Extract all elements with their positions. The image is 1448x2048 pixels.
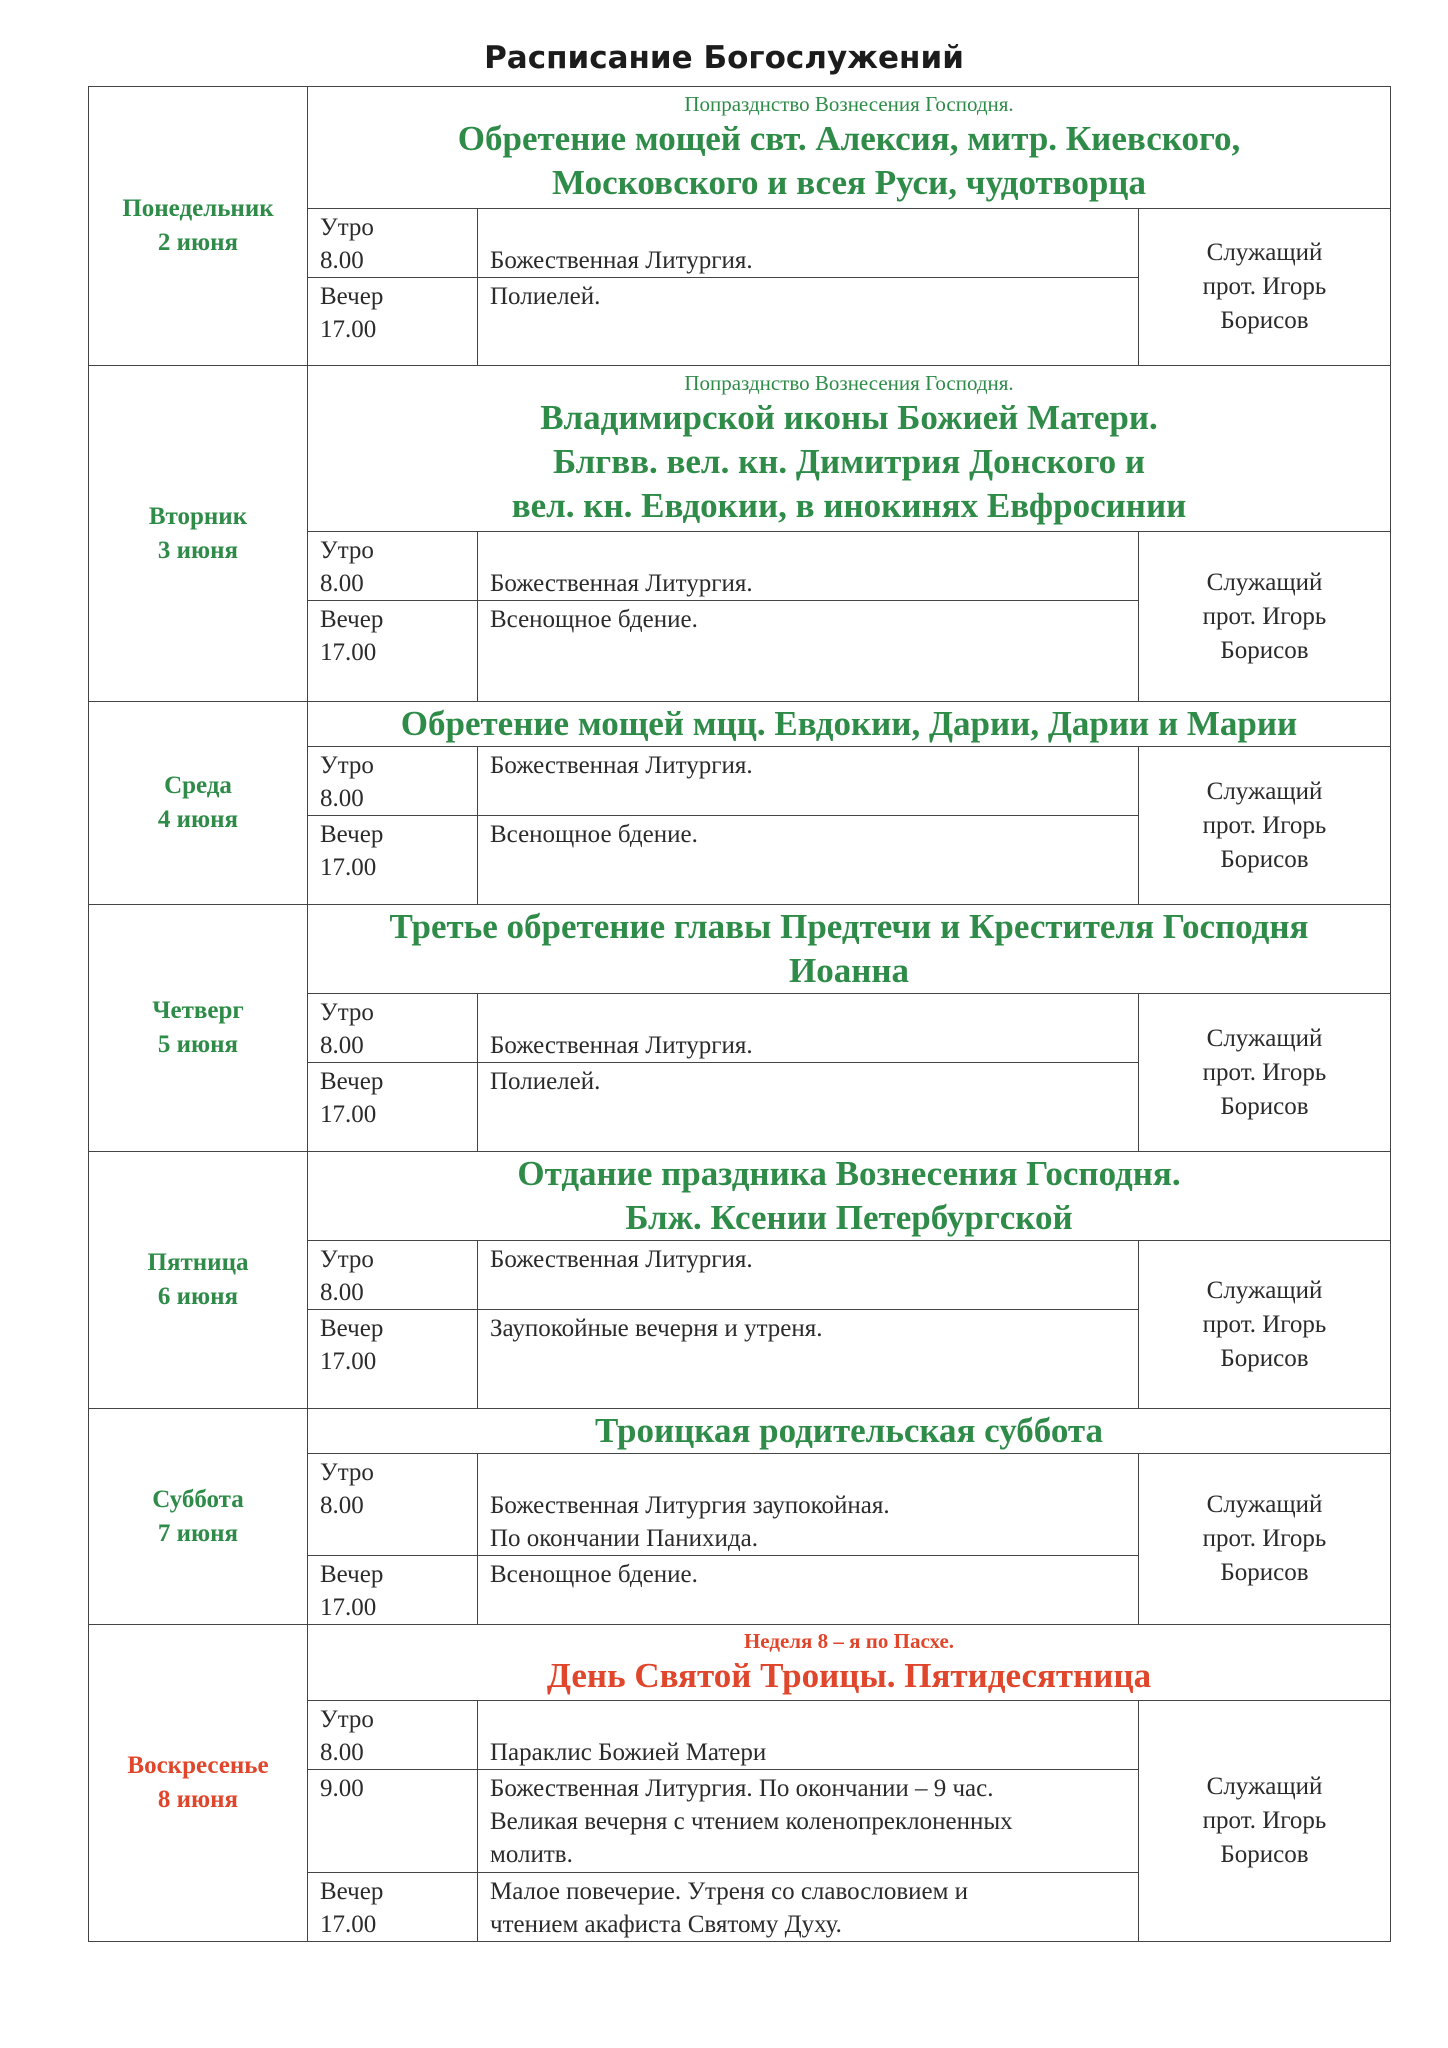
day-cell xyxy=(89,1625,308,1942)
time-cell xyxy=(308,994,478,1063)
feast-cell xyxy=(308,1152,1391,1241)
time-cell xyxy=(308,1454,478,1556)
time-cell xyxy=(308,1873,478,1942)
time-label: Утро xyxy=(320,752,374,779)
day-cell xyxy=(89,1152,308,1409)
day-date: 6 июня xyxy=(157,1283,239,1310)
clergy-line: Борисов xyxy=(1220,1092,1309,1120)
feast-title-line: Отдание праздника Вознесения Господня. xyxy=(517,1154,1181,1193)
service-line: Божественная Литургия. xyxy=(490,570,753,597)
day-name: Понедельник xyxy=(122,195,274,222)
time-value: 17.00 xyxy=(320,316,377,343)
time-cell xyxy=(308,1241,478,1310)
time-value: 17.00 xyxy=(320,1911,377,1938)
time-value: 8.00 xyxy=(320,1279,364,1306)
clergy-line: прот. Игорь xyxy=(1202,273,1327,300)
day-block-tuesday xyxy=(89,366,1391,532)
time-label: Утро xyxy=(320,999,374,1026)
day-cell xyxy=(89,905,308,1152)
feast-cell xyxy=(308,702,1391,747)
day-name: Воскресенье xyxy=(127,1752,269,1779)
service-line: Божественная Литургия. xyxy=(490,752,753,779)
service-cell xyxy=(478,1454,1139,1556)
service-line: Полиелей. xyxy=(490,1068,601,1095)
time-value: 8.00 xyxy=(320,1492,364,1519)
time-cell xyxy=(308,1556,478,1625)
clergy-cell xyxy=(1139,1701,1391,1942)
day-date: 7 июня xyxy=(157,1519,239,1547)
clergy-line: Служащий xyxy=(1206,777,1323,805)
day-name: Пятница xyxy=(147,1249,249,1276)
service-cell xyxy=(478,994,1139,1063)
time-cell xyxy=(308,1063,478,1152)
time-cell xyxy=(308,532,478,601)
feast-title-line: Блж. Ксении Петербургской xyxy=(625,1198,1073,1237)
schedule-table xyxy=(88,86,1391,1942)
feast-title-line: Владимирской иконы Божией Матери. xyxy=(540,397,1158,437)
service-line: Божественная Литургия. xyxy=(490,1246,753,1273)
clergy-line: Борисов xyxy=(1220,1559,1309,1586)
clergy-cell xyxy=(1139,1454,1391,1625)
clergy-line: прот. Игорь xyxy=(1202,1525,1327,1552)
time-value: 17.00 xyxy=(320,854,377,881)
time-cell xyxy=(308,278,478,366)
time-label: Вечер xyxy=(320,821,384,848)
time-value: 8.00 xyxy=(320,785,364,812)
clergy-cell xyxy=(1139,747,1391,905)
clergy-line: Служащий xyxy=(1206,1024,1323,1052)
clergy-line: прот. Игорь xyxy=(1202,1807,1327,1834)
time-value: 8.00 xyxy=(320,570,364,597)
day-date: 2 июня xyxy=(157,229,239,256)
clergy-line: Служащий xyxy=(1206,1276,1323,1304)
clergy-line: прот. Игорь xyxy=(1202,602,1327,630)
service-cell xyxy=(478,209,1139,278)
clergy-line: Борисов xyxy=(1220,1841,1309,1868)
clergy-line: прот. Игорь xyxy=(1202,1058,1327,1086)
service-cell xyxy=(478,1701,1139,1770)
time-label: Утро xyxy=(320,1459,374,1486)
feast-title-line: День Святой Троицы. Пятидесятница xyxy=(546,1655,1152,1695)
service-line: Всенощное бдение. xyxy=(490,821,698,848)
service-cell xyxy=(478,1310,1139,1409)
feast-subtitle: Неделя 8 – я по Пасхе. xyxy=(743,1628,955,1653)
service-line: Заупокойные вечерня и утреня. xyxy=(490,1315,823,1342)
service-cell xyxy=(478,1770,1139,1873)
time-value: 8.00 xyxy=(320,1739,364,1766)
service-line: Божественная Литургия. xyxy=(490,247,753,274)
service-cell xyxy=(478,1241,1139,1310)
service-line: Божественная Литургия заупокойная. xyxy=(490,1492,890,1519)
time-value: 17.00 xyxy=(320,639,377,666)
day-date: 4 июня xyxy=(157,806,239,833)
service-line: Божественная Литургия. xyxy=(490,1032,753,1059)
service-line: Параклис Божией Матери xyxy=(490,1739,767,1766)
time-value: 8.00 xyxy=(320,247,364,274)
clergy-line: Борисов xyxy=(1220,307,1309,334)
time-label: Вечер xyxy=(320,606,384,633)
service-line xyxy=(490,534,1128,567)
day-block-thursday xyxy=(89,905,1391,994)
service-cell xyxy=(478,1063,1139,1152)
service-cell xyxy=(478,1556,1139,1625)
time-label: Утро xyxy=(320,1246,374,1273)
clergy-line: Борисов xyxy=(1220,845,1309,873)
service-line: По окончании Панихида. xyxy=(490,1525,758,1552)
feast-cell xyxy=(308,1409,1391,1454)
time-value: 17.00 xyxy=(320,1101,377,1128)
clergy-cell xyxy=(1139,532,1391,702)
feast-title-line: Третье обретение главы Предтечи и Крестителя Господня xyxy=(389,907,1309,946)
service-line: Всенощное бдение. xyxy=(490,606,698,633)
time-cell xyxy=(308,1770,478,1873)
service-line: Божественная Литургия. По окончании – 9 час. xyxy=(490,1775,994,1802)
time-cell xyxy=(308,1701,478,1770)
feast-subtitle: Попразднство Вознесения Господня. xyxy=(684,91,1014,116)
time-value: 8.00 xyxy=(320,1032,364,1059)
day-cell xyxy=(89,702,308,905)
day-cell xyxy=(89,1409,308,1625)
time-label: Утро xyxy=(320,537,374,564)
day-cell xyxy=(89,87,308,366)
service-cell xyxy=(478,601,1139,702)
clergy-line: прот. Игорь xyxy=(1202,1310,1327,1338)
service-line: Полиелей. xyxy=(490,283,601,310)
clergy-cell xyxy=(1139,994,1391,1152)
day-date: 3 июня xyxy=(157,536,239,564)
day-date: 5 июня xyxy=(157,1031,239,1058)
clergy-line: Служащий xyxy=(1206,1773,1323,1800)
feast-cell xyxy=(308,366,1391,532)
time-label: Утро xyxy=(320,214,374,241)
time-cell xyxy=(308,209,478,278)
day-name: Суббота xyxy=(152,1485,244,1513)
service-cell xyxy=(478,816,1139,905)
feast-title-line: Обретение мощей свт. Алексия, митр. Киевского, xyxy=(457,118,1241,158)
service-line xyxy=(490,996,1128,1029)
service-line: молитв. xyxy=(490,1841,573,1868)
time-cell xyxy=(308,1310,478,1409)
day-date: 8 июня xyxy=(157,1786,239,1813)
day-block-saturday xyxy=(89,1409,1391,1454)
feast-title-line: Иоанна xyxy=(788,951,910,990)
time-label: Вечер xyxy=(320,283,384,310)
time-label: Вечер xyxy=(320,1068,384,1095)
time-cell xyxy=(308,816,478,905)
day-name: Вторник xyxy=(148,502,248,530)
time-cell xyxy=(308,747,478,816)
clergy-line: Борисов xyxy=(1220,1344,1309,1372)
service-line: чтением акафиста Святому Духу. xyxy=(490,1911,842,1938)
feast-title-line: Обретение мощей мцц. Евдокии, Дарии, Дарии и Марии xyxy=(400,704,1298,743)
day-block-friday xyxy=(89,1152,1391,1241)
service-cell xyxy=(478,278,1139,366)
service-line: Великая вечерня с чтением коленопреклоненных xyxy=(490,1808,1013,1835)
day-block-sunday xyxy=(89,1625,1391,1701)
service-cell xyxy=(478,747,1139,816)
feast-title-line: Блгвв. вел. кн. Димитрия Донского и xyxy=(552,441,1146,481)
time-label: Вечер xyxy=(320,1315,384,1342)
time-label: Вечер xyxy=(320,1561,384,1588)
service-line xyxy=(490,1456,1128,1489)
page-title: Расписание Богослужений xyxy=(484,40,964,76)
feast-subtitle: Попразднство Вознесения Господня. xyxy=(684,370,1014,395)
feast-title-line: Троицкая родительская суббота xyxy=(595,1411,1103,1450)
service-cell xyxy=(478,532,1139,601)
feast-cell xyxy=(308,905,1391,994)
clergy-line: Служащий xyxy=(1206,239,1323,266)
service-line: Всенощное бдение. xyxy=(490,1561,698,1588)
day-block-monday xyxy=(89,87,1391,209)
clergy-cell xyxy=(1139,209,1391,366)
day-cell xyxy=(89,366,308,702)
clergy-line: Служащий xyxy=(1206,568,1323,596)
time-cell xyxy=(308,601,478,702)
feast-title-line: Московского и всея Руси, чудотворца xyxy=(552,162,1146,202)
feast-cell xyxy=(308,87,1391,209)
time-value: 9.00 xyxy=(320,1775,364,1802)
service-line xyxy=(490,1703,1128,1736)
service-line xyxy=(490,211,1128,244)
time-value: 17.00 xyxy=(320,1348,377,1375)
time-label: Утро xyxy=(320,1706,374,1733)
time-label: Вечер xyxy=(320,1878,384,1905)
day-block-wednesday xyxy=(89,702,1391,747)
clergy-cell xyxy=(1139,1241,1391,1409)
clergy-line: Борисов xyxy=(1220,636,1309,664)
clergy-line: Служащий xyxy=(1206,1491,1323,1518)
feast-title-line: вел. кн. Евдокии, в инокинях Евфросинии xyxy=(511,485,1187,525)
service-line: Малое повечерие. Утреня со славословием и xyxy=(490,1878,969,1905)
day-name: Среда xyxy=(164,772,232,799)
time-value: 17.00 xyxy=(320,1594,377,1621)
day-name: Четверг xyxy=(152,997,244,1024)
service-cell xyxy=(478,1873,1139,1942)
feast-cell xyxy=(308,1625,1391,1701)
clergy-line: прот. Игорь xyxy=(1202,811,1327,839)
